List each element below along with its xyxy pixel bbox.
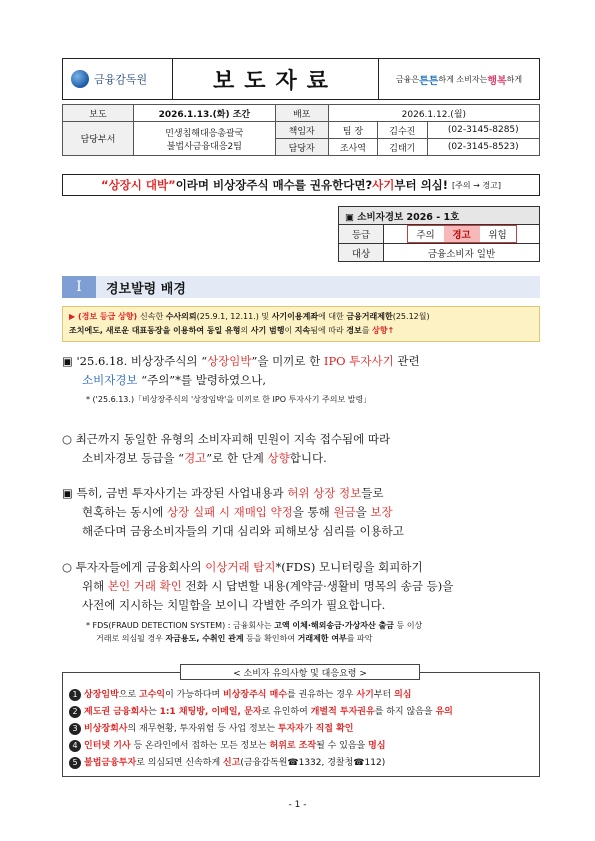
text-run: 유의 bbox=[435, 707, 453, 717]
summary-part: 를 bbox=[361, 326, 373, 335]
text-run: 비상장주식 매수 bbox=[223, 690, 288, 700]
text-run: 허위 상장 정보 bbox=[287, 486, 362, 500]
text-run: 관련 bbox=[393, 354, 420, 368]
text-run: 의 재무현황, 투자위험 등 사업 정보는 bbox=[127, 724, 278, 734]
text-run: 원금 bbox=[333, 505, 356, 519]
text-run: 상장임박 bbox=[84, 690, 119, 700]
summary-part: 경보 bbox=[346, 326, 362, 335]
summary-part: 금융거래제한 bbox=[346, 312, 393, 321]
press-title: 보도자료 bbox=[212, 67, 338, 94]
text-run: 자금용도, 수취인 관계 bbox=[165, 634, 244, 643]
text-run: 비상장회사 bbox=[84, 724, 128, 734]
text-run: 이상거래 탐지 bbox=[205, 560, 276, 574]
tip-number: 4 bbox=[69, 740, 81, 752]
text-run: 상향 bbox=[267, 451, 290, 465]
text-run: 사기 bbox=[356, 690, 374, 700]
text-run: 고수익 bbox=[139, 690, 166, 700]
resp-label: 책임자 bbox=[275, 122, 328, 139]
org-name: 금융감독원 bbox=[94, 73, 148, 86]
text-run: * FDS(FRAUD DETECTION SYSTEM) : 금융회사는 bbox=[86, 621, 275, 630]
text-run: 거래제한 여부 bbox=[297, 634, 347, 643]
summary-part: (25.12월) bbox=[392, 312, 430, 321]
consumer-tips-box bbox=[62, 672, 540, 777]
text-run: ○ 최근까지 동일한 유형의 소비자피해 민원이 지속 접수됨에 따라 bbox=[62, 432, 391, 446]
tip-item-1 bbox=[69, 687, 533, 704]
text-run: ▣ 특히, 금번 투자사기는 과장된 사업내용과 bbox=[62, 486, 288, 500]
summary-part: 수사의뢰 bbox=[165, 312, 197, 321]
text-run: IPO 투자사기 bbox=[323, 354, 394, 368]
text-run: 소비자경보 bbox=[82, 373, 138, 387]
text-run: 을 통해 bbox=[292, 505, 334, 519]
level-warning: 경고 bbox=[444, 226, 480, 242]
headline-end: 부터 의심! bbox=[394, 178, 449, 192]
dist-label: 배포 bbox=[275, 105, 328, 122]
dist-value: 2026.1.12.(월) bbox=[328, 105, 539, 122]
text-run: 를 파악 bbox=[346, 634, 373, 643]
tip-item-5 bbox=[69, 755, 533, 772]
summary-part: 신속한 bbox=[139, 312, 166, 321]
staff-name: 김태기 bbox=[378, 139, 427, 156]
release-info-table bbox=[62, 104, 540, 156]
text-run: 허위로 조작 bbox=[269, 741, 317, 751]
text-run: 상장임박 bbox=[207, 354, 252, 368]
slogan-pre: 금융은 bbox=[395, 74, 420, 84]
text-run: 등 이상 bbox=[394, 621, 423, 630]
headline-mid: 이라며 비상장주식 매수를 권유한다면? bbox=[175, 178, 373, 192]
text-run: 를 하지 않음을 bbox=[374, 707, 436, 717]
body-paragraph-4 bbox=[62, 558, 540, 645]
text-run: 등 온라인에서 접하는 모든 정보는 bbox=[130, 741, 270, 751]
text-run: ○ 투자자들에게 금융회사의 bbox=[62, 560, 206, 574]
level-scale bbox=[407, 225, 517, 243]
text-run: 이 가능하다며 bbox=[165, 690, 224, 700]
body-paragraph-1 bbox=[62, 352, 540, 406]
text-run: 를 권유하는 경우 bbox=[287, 690, 357, 700]
summary-part: 이 bbox=[284, 326, 295, 335]
text-run: 부터 bbox=[373, 690, 395, 700]
level-cell bbox=[384, 225, 540, 244]
resp-tel: (02-3145-8285) bbox=[427, 122, 539, 139]
text-run: 사전에 지시하는 치밀함을 보이니 각별한 주의가 필요합니다. bbox=[82, 598, 386, 612]
text-run: 합니다. bbox=[289, 451, 327, 465]
level-label: 등급 bbox=[339, 225, 384, 244]
tip-item-3 bbox=[69, 721, 533, 738]
text-run: 을 bbox=[355, 505, 371, 519]
headline-fraud: 사기 bbox=[372, 178, 395, 192]
headline-quote: “상장시 대박” bbox=[101, 178, 176, 192]
alert-title: ▣ 소비자경보 2026 - 1호 bbox=[339, 207, 540, 225]
text-run: 1:1 채팅방, 이메일, 문자 bbox=[159, 707, 262, 717]
summary-part: 조치에도, 새로운 대표동장을 이용하여 bbox=[69, 326, 207, 335]
level-danger: 위험 bbox=[488, 230, 507, 241]
footnote-1: * ('25.6.13.)「비상장주식의 '상장임박'을 미끼로 한 IPO 투자사기 주의보 발령」 bbox=[86, 395, 372, 404]
text-run: 는 bbox=[148, 707, 160, 717]
text-run: 거래로 의심될 경우 bbox=[96, 634, 166, 643]
resp-rank: 팀 장 bbox=[328, 122, 377, 139]
dept-line2: 불법사금융대응2팀 bbox=[166, 141, 242, 152]
tip-number: 2 bbox=[69, 706, 81, 718]
text-run: 될 수 있음을 bbox=[316, 741, 369, 751]
level-caution: 주의 bbox=[416, 230, 435, 241]
slogan-word2: 행복 bbox=[487, 75, 507, 87]
text-run: ▣ '25.6.18. 비상장주식의 “ bbox=[62, 354, 208, 368]
footnote-2 bbox=[62, 619, 540, 645]
tip-number: 1 bbox=[69, 689, 81, 701]
text-run: 해준다며 금융소비자들의 기대 심리와 피해보상 심리를 이용하고 bbox=[82, 524, 404, 538]
text-run: 고액 이체·해외송금·가상자산 출금 bbox=[274, 621, 394, 630]
summary-part: 사기 범행 bbox=[250, 326, 285, 335]
tip-number: 3 bbox=[69, 723, 81, 735]
summary-part: 동일 유형 bbox=[206, 326, 241, 335]
text-run: 개별적 투자권유 bbox=[310, 707, 375, 717]
text-run: 본인 거래 확인 bbox=[107, 579, 182, 593]
tips-title: < 소비자 유의사항 및 대응요령 > bbox=[180, 664, 420, 680]
dept-value bbox=[134, 122, 276, 156]
tip-item-4 bbox=[69, 738, 533, 755]
text-run: 상장 실패 시 재매입 약정 bbox=[167, 505, 293, 519]
text-run: 로 유인하여 bbox=[261, 707, 311, 717]
text-run: ”을 미끼로 한 bbox=[251, 354, 324, 368]
slogan bbox=[378, 59, 539, 99]
text-run: 보장 bbox=[370, 505, 393, 519]
body-paragraph-3 bbox=[62, 484, 540, 541]
text-run: “주의”*를 발령하였으나, bbox=[137, 373, 267, 387]
release-value: 2026.1.13.(화) 조간 bbox=[134, 105, 276, 122]
fss-logo bbox=[63, 59, 173, 99]
text-run: (금융감독원☎1332, 경찰청☎112) bbox=[240, 758, 386, 768]
text-run: 명심 bbox=[368, 741, 386, 751]
press-header bbox=[62, 58, 540, 100]
page-number: - 1 - bbox=[288, 800, 307, 810]
text-run: ”로 한 단계 bbox=[206, 451, 268, 465]
consumer-alert-box bbox=[338, 206, 540, 262]
staff-label: 담당자 bbox=[275, 139, 328, 156]
text-run: 전화 시 답변할 내용(계약금·생활비 명목의 송금 등)을 bbox=[181, 579, 454, 593]
target-value: 금융소비자 일반 bbox=[384, 244, 540, 262]
text-run: 가 bbox=[304, 724, 316, 734]
text-run: 투자자 bbox=[277, 724, 305, 734]
dept-label: 담당부서 bbox=[63, 122, 134, 156]
text-run: 불법금융투자 bbox=[84, 758, 137, 768]
summary-box bbox=[62, 306, 540, 342]
text-run: 으로 bbox=[118, 690, 140, 700]
text-run: 현혹하는 동시에 bbox=[82, 505, 168, 519]
text-run: 제도권 금융회사 bbox=[84, 707, 148, 717]
text-run: 위해 bbox=[82, 579, 108, 593]
staff-rank: 조사역 bbox=[328, 139, 377, 156]
fss-logo-icon bbox=[71, 70, 89, 88]
text-run: 등을 확인하여 bbox=[243, 634, 298, 643]
slogan-word1: 튼튼 bbox=[419, 75, 439, 87]
text-run: 직접 확인 bbox=[315, 724, 354, 734]
summary-part: 에 대한 bbox=[318, 312, 347, 321]
summary-part: 사기이용계좌 bbox=[271, 312, 319, 321]
slogan-mid: 하게 소비자는 bbox=[438, 74, 488, 84]
headline-note: [주의 → 경고] bbox=[452, 180, 501, 190]
slogan-post: 하게 bbox=[506, 74, 523, 84]
section-number: I bbox=[62, 276, 96, 298]
text-run: 경고 bbox=[184, 451, 207, 465]
summary-part: 됨에 따라 bbox=[310, 326, 347, 335]
section-title: 경보발령 배경 bbox=[96, 276, 540, 298]
text-run: 인터넷 기사 bbox=[84, 741, 131, 751]
text-run: *(FDS) 모니터링을 회피하기 bbox=[275, 560, 423, 574]
target-label: 대상 bbox=[339, 244, 384, 262]
resp-name: 김수진 bbox=[378, 122, 427, 139]
dept-line1: 민생침해대응총괄국 bbox=[165, 128, 244, 139]
text-run: 소비자경보 등급을 “ bbox=[82, 451, 185, 465]
text-run: 로 의심되면 신속하게 bbox=[136, 758, 224, 768]
summary-part: 지속 bbox=[294, 326, 311, 335]
staff-tel: (02-3145-8523) bbox=[427, 139, 539, 156]
text-run: 신고 bbox=[223, 758, 241, 768]
headline bbox=[62, 174, 540, 196]
summary-part: ▶ (경보 등급 상향) bbox=[69, 312, 140, 321]
text-run: 의심 bbox=[394, 690, 412, 700]
section-heading bbox=[62, 276, 540, 298]
summary-part: 의 bbox=[240, 326, 251, 335]
summary-part: (25.9.1, 12.11.) 및 bbox=[196, 312, 272, 321]
body-paragraph-2 bbox=[62, 430, 540, 468]
tip-number: 5 bbox=[69, 757, 81, 769]
text-run: 들로 bbox=[361, 486, 384, 500]
tip-item-2 bbox=[69, 704, 533, 721]
release-label: 보도 bbox=[63, 105, 134, 122]
summary-part: 상향↑ bbox=[372, 326, 395, 335]
